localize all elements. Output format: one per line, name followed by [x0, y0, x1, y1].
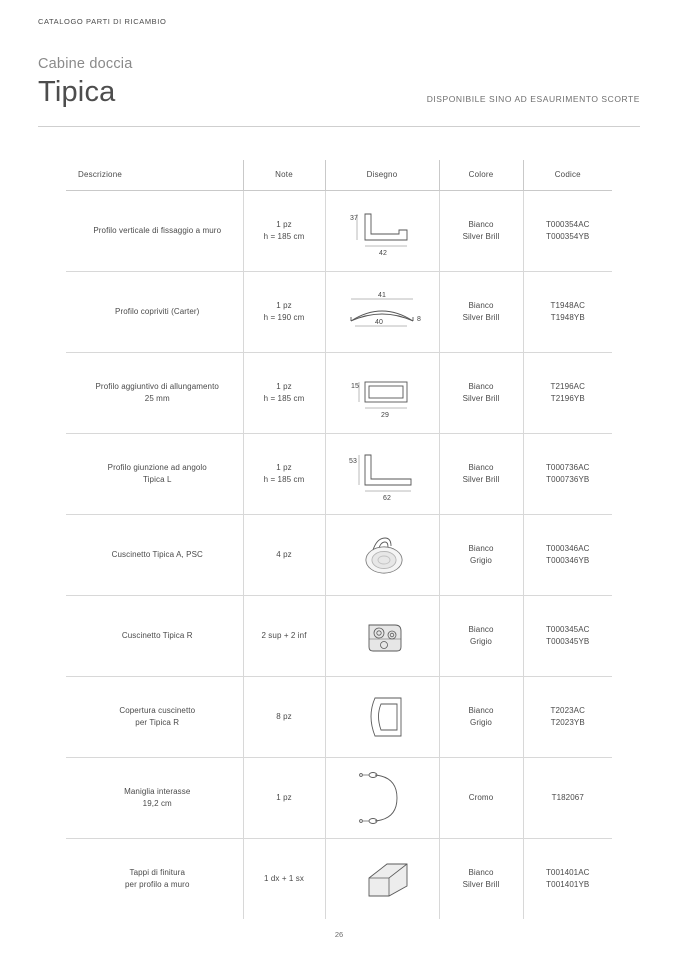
dim-c: 8	[417, 316, 421, 323]
column-header-descrizione: Descrizione	[66, 160, 243, 191]
drawing-cuscinetto-tipica-a-psc	[327, 524, 437, 586]
cell-codice	[523, 677, 612, 758]
note-line-2: h = 190 cm	[263, 313, 305, 322]
colore-line-2: Grigio	[470, 637, 492, 646]
colore-line-1: Bianco	[468, 706, 494, 716]
cell-disegno	[325, 353, 439, 434]
cell-note	[243, 434, 325, 515]
cell-colore	[439, 677, 523, 758]
cell-codice	[523, 758, 612, 839]
descrizione-line-2: 19,2 cm	[142, 799, 172, 808]
codice-line-2: T2023YB	[550, 718, 585, 727]
cell-disegno	[325, 515, 439, 596]
note-line-2: h = 185 cm	[263, 394, 305, 403]
cell-note	[243, 191, 325, 272]
cell-codice	[523, 353, 612, 434]
cell-codice	[523, 596, 612, 677]
codice-line-2: T001401YB	[546, 880, 590, 889]
cell-codice	[523, 515, 612, 596]
codice-line-1: T182067	[551, 793, 584, 803]
drawing-profilo-verticale-fissaggio-muro	[327, 200, 437, 262]
catalog-label: CATALOGO PARTI DI RICAMBIO	[38, 17, 167, 26]
descrizione-line-1: Cuscinetto Tipica R	[121, 631, 193, 641]
colore-line-2: Silver Brill	[462, 313, 500, 322]
colore-line-1: Bianco	[468, 868, 494, 878]
cell-codice	[523, 839, 612, 920]
cell-disegno	[325, 272, 439, 353]
note-line-1: 1 dx + 1 sx	[263, 874, 304, 884]
cell-disegno	[325, 839, 439, 920]
cell-descrizione	[66, 677, 243, 758]
cell-note	[243, 677, 325, 758]
cell-descrizione	[66, 515, 243, 596]
cell-descrizione	[66, 191, 243, 272]
descrizione-line-1: Cuscinetto Tipica A, PSC	[111, 550, 203, 560]
cell-colore	[439, 353, 523, 434]
descrizione-line-1: Profilo aggiuntivo di allungamento	[95, 382, 219, 392]
note-line-1: 1 pz	[276, 220, 292, 230]
dim-a: 37	[350, 215, 358, 222]
note-line-1: 1 pz	[276, 382, 292, 392]
column-header-codice: Codice	[523, 160, 612, 191]
drawing-profilo-aggiuntivo-allungamento	[327, 362, 437, 424]
codice-line-1: T2196AC	[550, 382, 585, 392]
descrizione-line-1: Profilo giunzione ad angolo	[107, 463, 207, 473]
codice-line-2: T000345YB	[546, 637, 590, 646]
cell-colore	[439, 434, 523, 515]
dim-b: 62	[383, 495, 391, 502]
descrizione-line-2: Tipica L	[142, 475, 172, 484]
drawing-tappi-di-finitura	[327, 848, 437, 910]
drawing-profilo-giunzione-angolo	[327, 443, 437, 505]
table-row	[66, 596, 612, 677]
colore-line-1: Bianco	[468, 625, 494, 635]
column-header-colore: Colore	[439, 160, 523, 191]
codice-line-1: T1948AC	[550, 301, 585, 311]
note-line-1: 1 pz	[276, 793, 292, 803]
cell-codice	[523, 191, 612, 272]
dim-a: 41	[378, 292, 386, 299]
cell-note	[243, 515, 325, 596]
column-header-disegno: Disegno	[325, 160, 439, 191]
cell-note	[243, 353, 325, 434]
cell-colore	[439, 839, 523, 920]
cell-descrizione	[66, 434, 243, 515]
cell-disegno	[325, 434, 439, 515]
cell-codice	[523, 272, 612, 353]
colore-line-1: Bianco	[468, 382, 494, 392]
descrizione-line-1: Maniglia interasse	[124, 787, 191, 797]
colore-line-2: Silver Brill	[462, 394, 500, 403]
cell-note	[243, 839, 325, 920]
codice-line-1: T000346AC	[545, 544, 590, 554]
table-row	[66, 758, 612, 839]
parts-table	[66, 160, 612, 919]
codice-line-2: T2196YB	[550, 394, 585, 403]
descrizione-line-1: Profilo verticale di fissaggio a muro	[93, 226, 222, 236]
colore-line-2: Silver Brill	[462, 880, 500, 889]
cell-colore	[439, 272, 523, 353]
table-row	[66, 353, 612, 434]
descrizione-line-1: Copertura cuscinetto	[119, 706, 196, 716]
codice-line-2: T000736YB	[546, 475, 590, 484]
descrizione-line-2: per profilo a muro	[125, 880, 190, 889]
codice-line-1: T000345AC	[545, 625, 590, 635]
note-line-2: h = 185 cm	[263, 475, 305, 484]
drawing-maniglia-interasse	[327, 767, 437, 829]
note-line-1: 2 sup + 2 inf	[261, 631, 307, 641]
page-title: Tipica	[38, 76, 116, 108]
cell-note	[243, 596, 325, 677]
dim-a: 15	[351, 383, 359, 390]
cell-colore	[439, 515, 523, 596]
dim-a: 53	[349, 458, 357, 465]
cell-colore	[439, 758, 523, 839]
colore-line-2: Silver Brill	[462, 475, 500, 484]
descrizione-line-2: per Tipica R	[135, 718, 180, 727]
codice-line-1: T000736AC	[545, 463, 590, 473]
colore-line-2: Grigio	[470, 718, 492, 727]
dim-b: 40	[375, 319, 383, 326]
column-header-note: Note	[243, 160, 325, 191]
table-row	[66, 515, 612, 596]
cell-descrizione	[66, 758, 243, 839]
page-number: 26	[334, 930, 344, 939]
dim-b: 42	[379, 250, 387, 257]
codice-line-2: T000346YB	[546, 556, 590, 565]
cell-colore	[439, 191, 523, 272]
colore-line-1: Bianco	[468, 301, 494, 311]
availability-note: DISPONIBILE SINO AD ESAURIMENTO SCORTE	[426, 94, 640, 104]
table-row	[66, 191, 612, 272]
cell-disegno	[325, 677, 439, 758]
cell-descrizione	[66, 596, 243, 677]
note-line-2: h = 185 cm	[263, 232, 305, 241]
colore-line-1: Bianco	[468, 463, 494, 473]
cell-descrizione	[66, 353, 243, 434]
note-line-1: 8 pz	[276, 712, 292, 722]
header-divider	[38, 126, 640, 127]
codice-line-2: T000354YB	[546, 232, 590, 241]
table-row	[66, 677, 612, 758]
cell-disegno	[325, 596, 439, 677]
colore-line-1: Cromo	[468, 793, 494, 803]
codice-line-2: T1948YB	[550, 313, 585, 322]
codice-line-1: T2023AC	[550, 706, 585, 716]
table-header-row	[66, 160, 612, 191]
cell-disegno	[325, 191, 439, 272]
dim-b: 29	[381, 412, 389, 419]
cell-descrizione	[66, 272, 243, 353]
descrizione-line-1: Profilo copriviti (Carter)	[115, 307, 200, 317]
colore-line-2: Silver Brill	[462, 232, 500, 241]
colore-line-1: Bianco	[468, 220, 494, 230]
descrizione-line-1: Tappi di finitura	[129, 868, 185, 878]
codice-line-1: T000354AC	[545, 220, 590, 230]
drawing-profilo-copriviti-carter	[327, 281, 437, 343]
cell-disegno	[325, 758, 439, 839]
descrizione-line-2: 25 mm	[144, 394, 170, 403]
colore-line-2: Grigio	[470, 556, 492, 565]
cell-note	[243, 272, 325, 353]
table-row	[66, 839, 612, 920]
table-row	[66, 272, 612, 353]
drawing-copertura-cuscinetto	[327, 686, 437, 748]
drawing-cuscinetto-tipica-r	[327, 605, 437, 667]
colore-line-1: Bianco	[468, 544, 494, 554]
parts-table-wrapper	[66, 160, 612, 919]
note-line-1: 1 pz	[276, 463, 292, 473]
note-line-1: 1 pz	[276, 301, 292, 311]
codice-line-1: T001401AC	[545, 868, 590, 878]
table-row	[66, 434, 612, 515]
cell-note	[243, 758, 325, 839]
note-line-1: 4 pz	[276, 550, 292, 560]
title-block	[38, 56, 133, 109]
cell-descrizione	[66, 839, 243, 920]
page-subtitle: Cabine doccia	[38, 56, 133, 72]
cell-colore	[439, 596, 523, 677]
cell-codice	[523, 434, 612, 515]
